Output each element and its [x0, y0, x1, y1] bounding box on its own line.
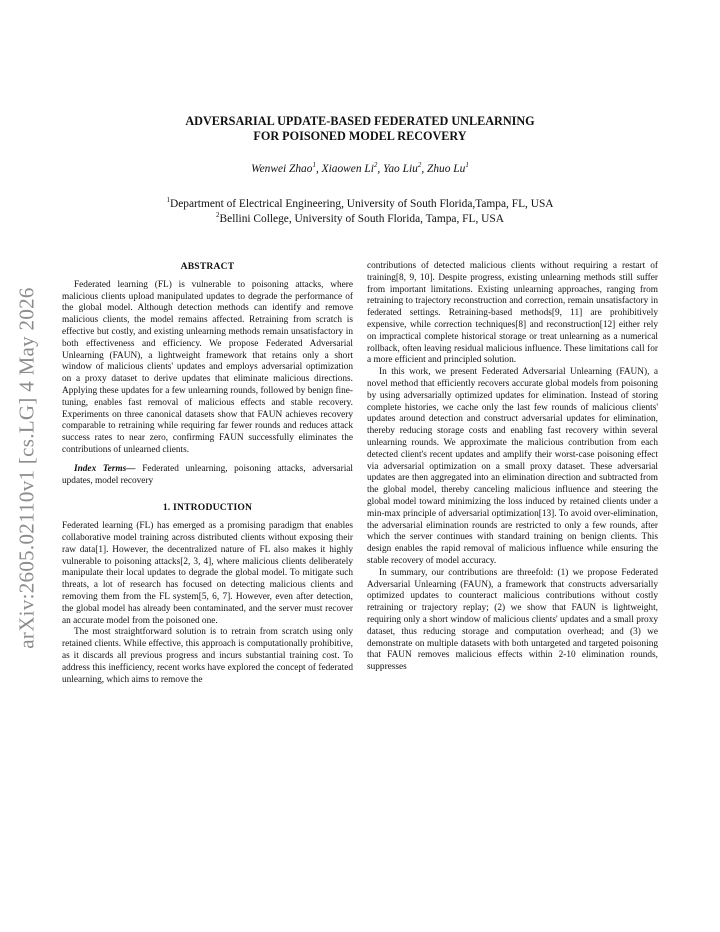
left-column	[62, 261, 353, 686]
intro-paragraph-1: Federated learning (FL) has emerged as a promising paradigm that enables collaborative model training across distributed clients without exposing their raw data[1]. However, the decentralized nature of FL also makes it highly vulnerable to poisoning attacks[2, 3, 4], where malicious clients deliberately manipulate their local updates to degrade the global model. To mitigate such threats, a lot of research has focused on detecting malicious clients and removing them from the FL system[5, 6, 7]. However, even after detection, the global model has already been contaminated, and the server must recover an accurate model from the poisoned one.	[62, 521, 353, 626]
affiliation-line	[80, 197, 640, 212]
author-list	[110, 163, 610, 175]
index-terms-label: Index Terms—	[74, 463, 136, 474]
title-line-2: FOR POISONED MODEL RECOVERY	[253, 129, 467, 143]
affiliations	[80, 197, 640, 227]
author-separator: ,	[377, 163, 384, 175]
arxiv-sidebar	[4, 263, 50, 673]
author-affiliation-mark: 2	[373, 161, 378, 170]
affiliation-number: 2	[216, 211, 220, 220]
intro-paragraph-2-continued: contributions of detected malicious clients without requiring a restart of training[8, 9, 10]. Despite progress, existing unlearning methods still suffer from important limitations. Existing unlearning approaches, ranging from retraining to trajectory reconstruction and correction, remain unsatisfactory in federated settings. Retraining-based methods[9, 11] are prohibitively expensive, while correction techniques[8] and reconstruction[12] either rely on impractical complete historical storage or treat unlearning as a numerical rollback, often leaving residual malicious influence. These limitations call for a more efficient and principled solution.	[367, 261, 658, 366]
author-name: Yao Liu	[383, 163, 418, 175]
index-terms	[62, 464, 353, 488]
intro-paragraph-4: In summary, our contributions are threefold: (1) we propose Federated Adversarial Unlearning (FAUN), a framework that constructs adversarially optimized updates to counteract malicious contributions without costly retraining or trajectory replay; (2) we show that FAUN is lightweight, requiring only a short window of malicious clients' updates and a small proxy dataset, thus reducing storage and computation overhead; and (3) we demonstrate on multiple datasets with both untargeted and targeted poisoning that FAUN removes malicious effects within 2-10 elimination rounds, suppresses	[367, 567, 658, 673]
affiliation-text: Bellini College, University of South Florida, Tampa, FL, USA	[219, 213, 504, 225]
author-name: Zhuo Lu	[427, 163, 466, 175]
affiliation-number: 1	[166, 196, 170, 205]
author-affiliation-mark: 1	[465, 161, 469, 170]
right-column	[367, 261, 658, 674]
abstract-heading: ABSTRACT	[180, 261, 235, 272]
intro-paragraph-2: The most straightforward solution is to retrain from scratch using only retained clients. While effective, this approach is computationally prohibitive, as it discards all previous progress and incurs substantial training cost. To address this inefficiency, recent works have explored the concept of federated unlearning, which aims to remove the	[62, 627, 353, 685]
index-terms-text: Federated unlearning, poisoning attacks, adversarial updates, model recovery	[62, 463, 353, 486]
author-name: Wenwei Zhao	[251, 163, 313, 175]
abstract-text: Federated learning (FL) is vulnerable to poisoning attacks, where malicious clients upload manipulated updates to degrade the performance of the global model. Although detection methods can identify and remove malicious clients, the model remains affected. Retraining from scratch is effective but costly, and existing unlearning methods remain unsatisfactory in both effectiveness and efficiency. We propose Federated Adversarial Unlearning (FAUN), a lightweight framework that retains only a short window of malicious clients' updates and employs adversarial optimization on a proxy dataset to derive updates that eliminate malicious directions. Applying these updates for a few unlearning rounds, followed by benign fine-tuning, enables fast removal of malicious effects and stable recovery. Experiments on three canonical datasets show that FAUN achieves recovery comparable to retraining while requiring far fewer rounds and reduces attack success rates to near zero, confirming FAUN successfully eliminates the contributions of unlearned clients.	[62, 279, 353, 455]
paper-title	[110, 114, 610, 144]
author-separator: ,	[315, 163, 322, 175]
author-name: Xiaowen Li	[321, 163, 374, 175]
arxiv-identifier: arXiv:2605.02110v1 [cs.LG] 4 May 2026	[14, 287, 39, 649]
introduction-heading: 1. INTRODUCTION	[162, 502, 253, 514]
affiliation-text: Department of Electrical Engineering, University of South Florida,Tampa, FL, USA	[169, 198, 554, 210]
author-affiliation-mark: 2	[417, 161, 422, 170]
title-line-1: ADVERSARIAL UPDATE-BASED FEDERATED UNLEARNING	[185, 114, 535, 128]
intro-paragraph-3: In this work, we present Federated Adversarial Unlearning (FAUN), a novel method that efficiently recovers accurate global models from poisoning by using adversarially optimized updates for elimination. Instead of storing complete histories, we cache only the last few rounds of malicious clients' updates around detection and construct adversarial updates for elimination, thereby reducing storage costs and enabling fast recovery within several unlearning rounds. We approximate the malicious contribution from each detected client's recent updates and amplify their worst-case poisoning effect via adversarial optimization on a small proxy dataset. These adversarial updates are then aggregated into an elimination direction and subtracted from the global model, thereby canceling malicious influence and steering the global model toward minimizing the loss induced by retained clients under a min-max principle of adversarial optimization[13]. To avoid over-elimination, the adversarial elimination rounds are restricted to only a few rounds, after which the server continues with standard training on benign clients. This design enables the rapid removal of malicious influence while ensuring the stable recovery of model accuracy.	[367, 367, 658, 566]
author-affiliation-mark: 1	[312, 161, 316, 170]
affiliation-line	[80, 212, 640, 227]
author-separator: ,	[421, 163, 428, 175]
